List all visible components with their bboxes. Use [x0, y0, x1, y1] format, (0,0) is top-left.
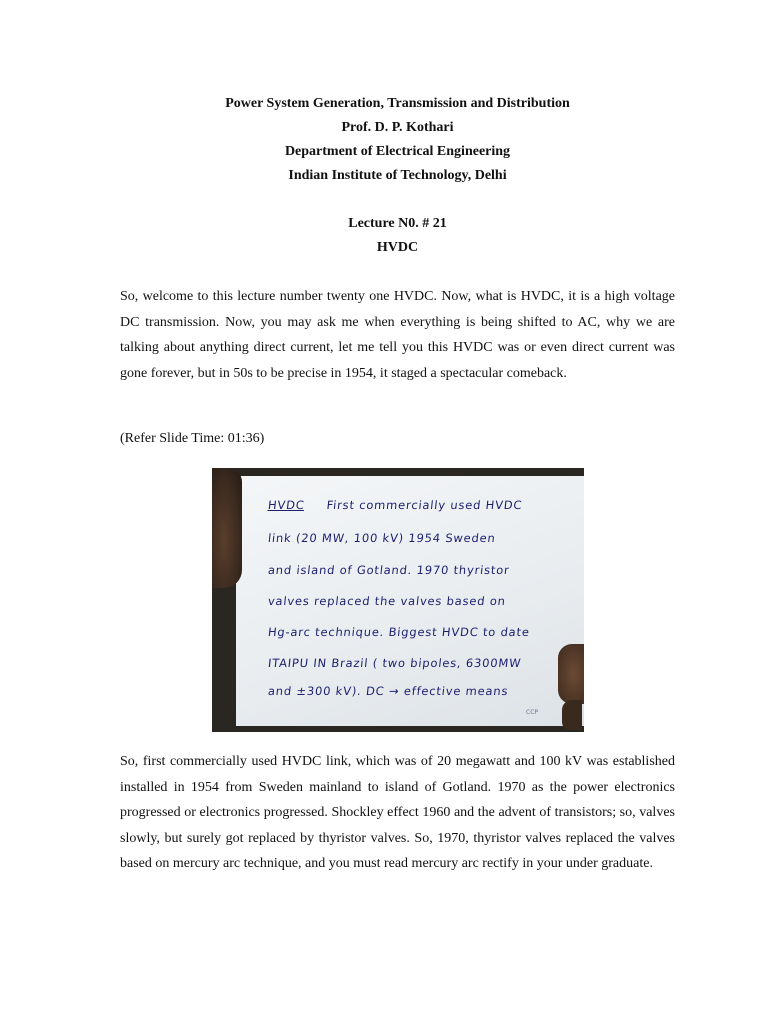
institute-name: Indian Institute of Technology, Delhi	[288, 168, 507, 183]
department-name: Department of Electrical Engineering	[284, 144, 511, 159]
slide-line-6: ITAIPU IN Brazil ( two bipoles, 6300MW	[267, 656, 523, 670]
whiteboard-sheet	[236, 476, 584, 726]
right-finger-lower-image	[562, 700, 582, 730]
slide-line-2: link (20 MW, 100 kV) 1954 Sweden	[267, 531, 497, 545]
slide-line-1-text: First commercially used HVDC	[325, 498, 524, 512]
hvdc-history-paragraph: So, first commercially used HVDC link, which was of 20 megawatt and 100 kV was established installed in 1954 from Sweden mainland to island of Gotland. 1970 as the power electronics progressed or electronics progressed. Shockley effect 1960 and the advent of transistors; so, valves slowly, but surely got replaced by thyristor valves. So, 1970, thyristor valves replaced the valves based on mercury arc technique, and you must read mercury arc rectify in your under graduate.	[120, 754, 675, 872]
slide-line-7: and ±300 kV). DC → effective means	[267, 684, 510, 698]
professor-name: Prof. D. P. Kothari	[341, 120, 454, 135]
course-title: Power System Generation, Transmission and Distribution	[225, 96, 570, 111]
slide-line-3: and island of Gotland. 1970 thyristor	[267, 563, 511, 577]
lecture-number: Lecture N0. # 21	[348, 216, 447, 231]
refer-slide-time: (Refer Slide Time: 01:36)	[120, 431, 265, 446]
right-finger-image	[558, 644, 584, 704]
slide-title: HVDC	[267, 498, 306, 512]
lecture-header	[120, 92, 675, 260]
lecture-slide-photo	[212, 468, 584, 732]
slide-line-1	[267, 498, 523, 512]
slide-line-4: valves replaced the valves based on	[267, 594, 507, 608]
slide-corner-mark: CCP	[526, 709, 538, 716]
header-spacer	[120, 188, 675, 212]
slide-line-5: Hg-arc technique. Biggest HVDC to date	[267, 625, 531, 639]
lecture-topic: HVDC	[376, 240, 419, 255]
left-finger-image	[212, 468, 242, 588]
intro-paragraph: So, welcome to this lecture number twenty one HVDC. Now, what is HVDC, it is a high voltage DC transmission. Now, you may ask me when everything is being shifted to AC, why we are talking about anything direct current, let me tell you this HVDC was or even direct current was gone forever, but in 50s to be precise in 1954, it staged a spectacular comeback.	[120, 289, 675, 381]
